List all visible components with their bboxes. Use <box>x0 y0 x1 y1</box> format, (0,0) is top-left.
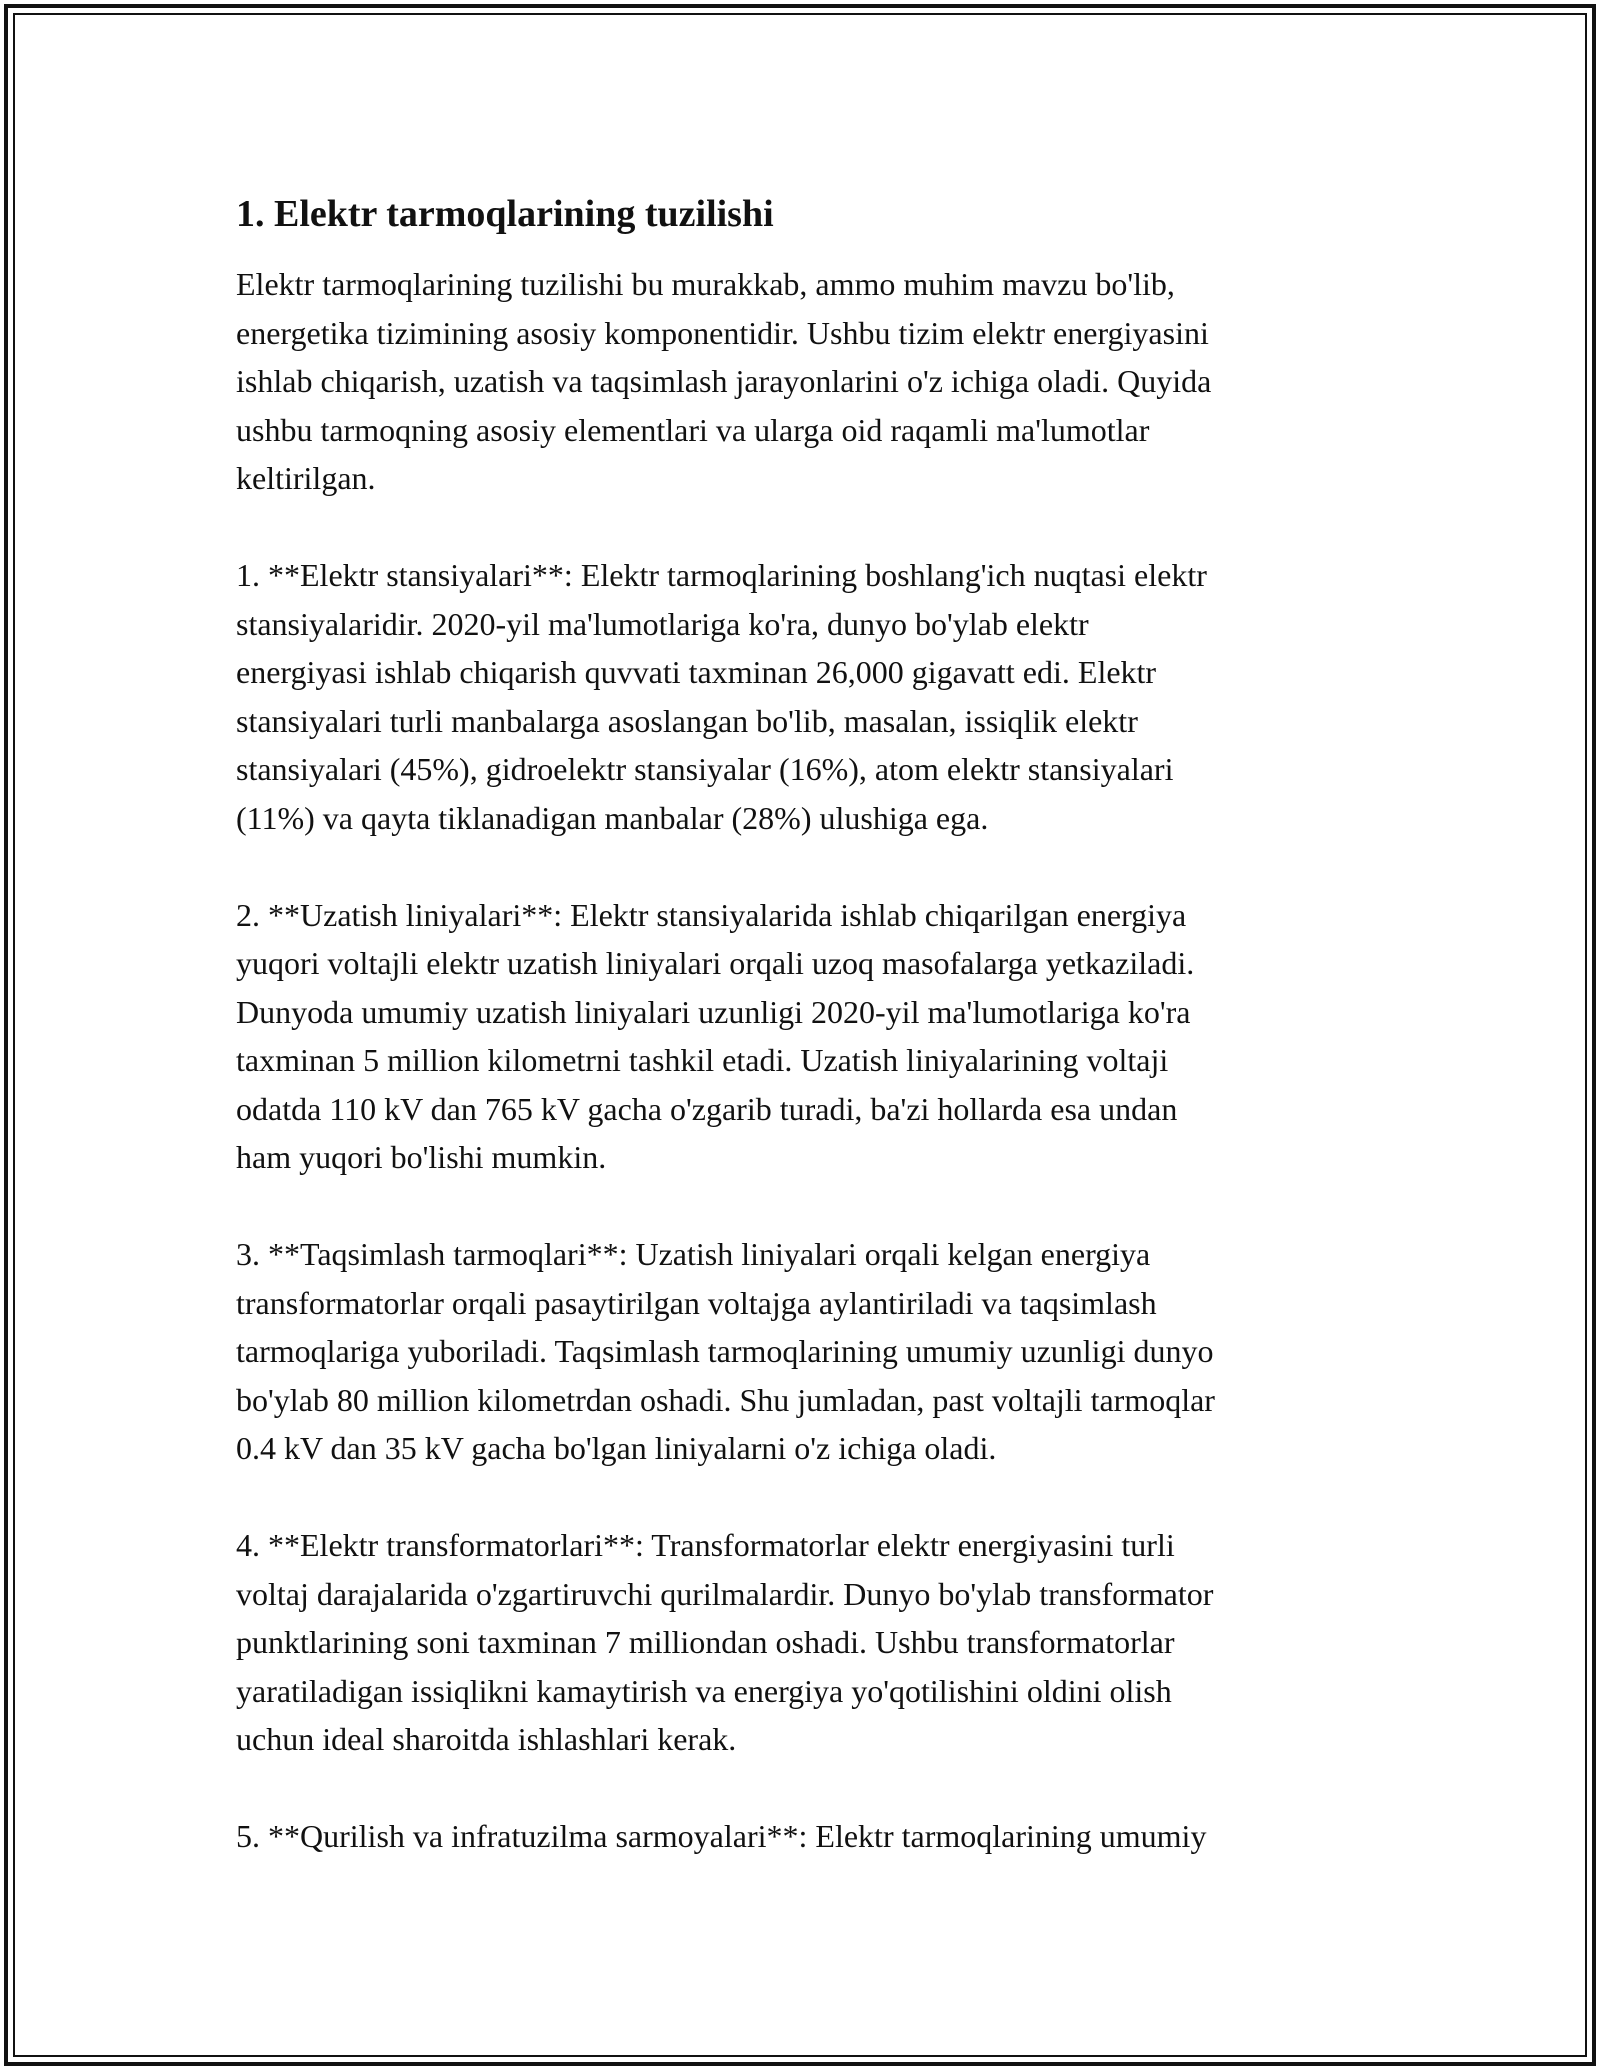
section-heading: 1. Elektr tarmoqlarining tuzilishi <box>236 193 774 235</box>
paragraph-distribution-networks: 3. **Taqsimlash tarmoqlari**: Uzatish liniyalari orqali kelgan energiya transformatorlar orqali pasaytirilgan voltajga aylantiriladi va taqsimlash tarmoqlariga yuboriladi. Taqsimlash tarmoqlarining umumiy uzunligi dunyo bo'ylab 80 million kilometrdan oshadi. Shu jumladan, past voltajli tarmoqlar 0.4 kV dan 35 kV gacha bo'lgan liniyalarni o'z ichiga oladi. <box>236 1236 1215 1466</box>
paragraph-transformers: 4. **Elektr transformatorlari**: Transformatorlar elektr energiyasini turli voltaj darajalarida o'zgartiruvchi qurilmalardir. Dunyo bo'ylab transformator punktlarining soni taxminan 7 milliondan oshadi. Ushbu transformatorlar yaratiladigan issiqlikni kamaytirish va energiya yo'qotilishini oldini olish uchun ideal sharoitda ishlashlari kerak. <box>236 1527 1214 1757</box>
document-body <box>236 188 1366 1909</box>
paragraph-power-stations: 1. **Elektr stansiyalari**: Elektr tarmoqlarining boshlang'ich nuqtasi elektr stansiyalaridir. 2020-yil ma'lumotlariga ko'ra, dunyo bo'ylab elektr energiyasi ishlab chiqarish quvvati taxminan 26,000 gigavatt edi. Elektr stansiyalari turli manbalarga asoslangan bo'lib, masalan, issiqlik elektr stansiyalari (45%), gidroelektr stansiyalar (16%), atom elektr stansiyalari (11%) va qayta tiklanadigan manbalar (28%) ulushiga ega. <box>236 557 1207 836</box>
paragraph-intro: Elektr tarmoqlarining tuzilishi bu murakkab, ammo muhim mavzu bo'lib, energetika tizimining asosiy komponentidir. Ushbu tizim elektr energiyasini ishlab chiqarish, uzatish va taqsimlash jarayonlarini o'z ichiga oladi. Quyida ushbu tarmoqning asosiy elementlari va ularga oid raqamli ma'lumotlar keltirilgan. <box>236 266 1212 496</box>
paragraph-investments: 5. **Qurilish va infratuzilma sarmoyalari**: Elektr tarmoqlarining umumiy <box>236 1818 1207 1854</box>
paragraph-transmission-lines: 2. **Uzatish liniyalari**: Elektr stansiyalarida ishlab chiqarilgan energiya yuqori voltajli elektr uzatish liniyalari orqali uzoq masofalarga yetkaziladi. Dunyoda umumiy uzatish liniyalari uzunligi 2020-yil ma'lumotlariga ko'ra taxminan 5 million kilometrni tashkil etadi. Uzatish liniyalarining voltaji odatda 110 kV dan 765 kV gacha o'zgarib turadi, ba'zi hollarda esa undan ham yuqori bo'lishi mumkin. <box>236 896 1195 1175</box>
